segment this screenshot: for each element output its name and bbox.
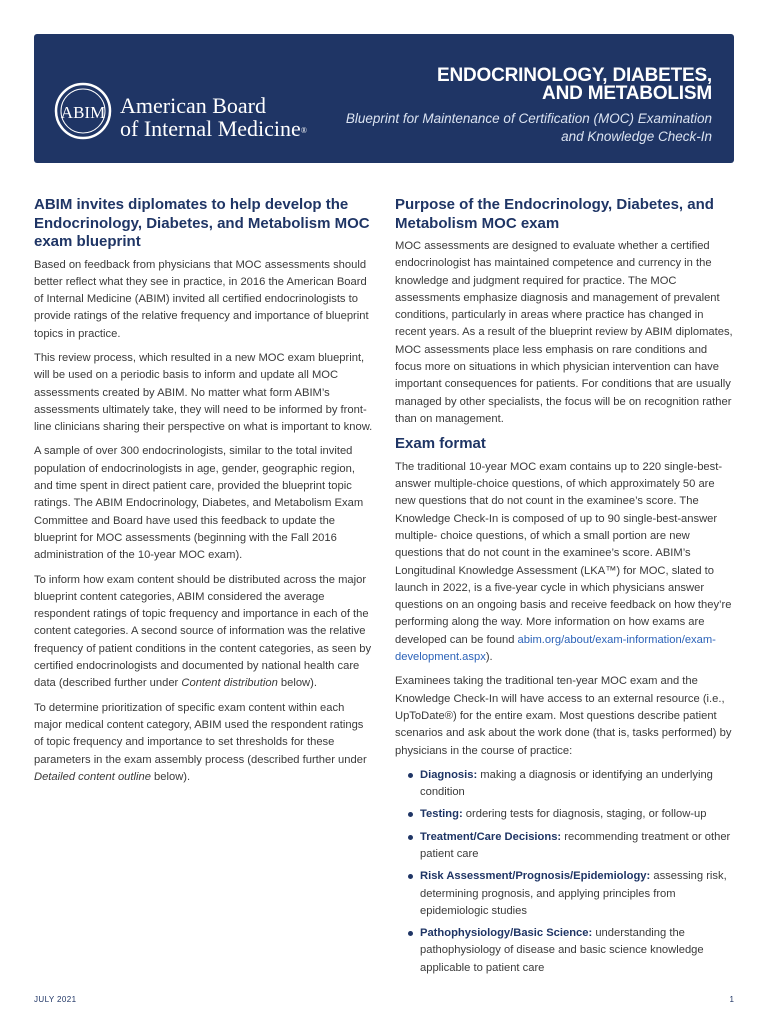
invite-paragraph-3: A sample of over 300 endocrinologists, similar to the total invited population of endocrinologists in age, gender, geographic region, and time spent in direct patient care, provided the blueprint topic ratings. The ABIM Endocrinology, Diabetes, and Metabolism Exam Committee and Board have used this feedback to update the blueprint for MOC assessments (beginning with the Fall 2016 administration of the 10-year MOC exam). [34,445,364,562]
document-title [292,67,712,103]
right-column [395,196,735,982]
purpose-paragraph: MOC assessments are designed to evaluate whether a certified endocrinologist has maintained competence and currency in the knowledge and judgment required for practice. The MOC assessments emphasize diagnosis and management of prevalent conditions, particularly in areas where practice has changed in recent years. As a result of the blueprint review by ABIM diplomates, MOC assessments place less emphasis on rare conditions and focus more on situations in which physician intervention can have important consequences for patients. For conditions that are usually managed by other specialists, the focus will be on recognition rather than on management. [395,240,733,425]
page-number: 1 [729,995,734,1004]
list-item: Testing: ordering tests for diagnosis, staging, or follow-up [420,806,735,823]
logo-line-2: of Internal Medicine® [120,116,307,141]
list-item: Pathophysiology/Basic Science: understanding the pathophysiology of disease and basic science knowledge applicable to patient care [420,925,735,977]
abim-seal-icon [54,82,112,140]
title-line-1: ENDOCRINOLOGY, DIABETES, [437,65,712,86]
subtitle-line-2: and Knowledge Check-In [561,129,712,144]
detailed-outline-ref: Detailed content outline [34,770,151,783]
footer-date: JULY 2021 [34,995,77,1004]
abim-logo[interactable] [54,80,314,150]
purpose-heading: Purpose of the Endocrinology, Diabetes, and Metabolism MOC exam [395,196,714,232]
logo-line-1: American Board [120,93,266,118]
logo-wordmark [120,94,307,140]
registered-mark: ® [300,126,307,135]
task-list [395,767,735,977]
exam-development-link[interactable]: abim.org/about/exam-information/exam-development.aspx [395,633,716,664]
invite-paragraph-1: Based on feedback from physicians that MOC assessments should better reflect what they see in practice, in 2016 the American Board of Internal Medicine (ABIM) invited all certified endocrinologists to provide ratings of the relative frequency and importance of blueprint topics in practice. [34,258,369,340]
list-item: Treatment/Care Decisions: recommending treatment or other patient care [420,829,735,864]
document-subtitle [292,110,712,146]
left-column [34,196,374,793]
list-item: Diagnosis: making a diagnosis or identifying an underlying condition [420,767,735,802]
seal-text: ABIM [60,103,106,122]
header-banner [34,34,734,163]
subtitle-line-1: Blueprint for Maintenance of Certification (MOC) Examination [345,111,712,126]
content-distribution-ref: Content distribution [181,677,278,690]
invite-heading: ABIM invites diplomates to help develop the Endocrinology, Diabetes, and Metabolism MOC exam blueprint [34,196,370,250]
exam-format-paragraph: The traditional 10-year MOC exam contains up to 220 single-best-answer multiple-choice questions, of which approximately 50 are new questions that do not count in the examinee’s score. The Knowledge Check-In is composed of up to 90 single-best-answer multiple- choice questions, of which a small portion are new questions that do not count in the examinee’s score. ABIM’s Longitudinal Knowledge Assessment (LKA™) for MOC, slated to launch in 2022, is a five-year cycle in which physicians answer questions on an ongoing basis and receive feedback on how they’re performing along the way. More information on how exams are developed can be found abim.org/about/exam-information/exam-development.aspx). [395,460,732,664]
invite-paragraph-5: To determine prioritization of specific exam content within each major medical content category, ABIM used the respondent ratings of topic frequency and importance to set thresholds for these parameters in the exam assembly process (described further under Detailed content outline below). [34,701,367,783]
exam-format-heading: Exam format [395,435,486,453]
list-item: Risk Assessment/Prognosis/Epidemiology: assessing risk, determining prognosis, and applying principles from epidemiologic studies [420,868,735,920]
invite-paragraph-2: This review process, which resulted in a new MOC exam blueprint, will be used on a periodic basis to inform and update all MOC assessments created by ABIM. No matter what form ABIM’s assessments ultimately take, they will need to be informed by front-line clinicians sharing their perspective on what is important to know. [34,351,373,434]
examinees-paragraph: Examinees taking the traditional ten-year MOC exam and the Knowledge Check-In will have access to an external resource (i.e., UpToDate®) for the entire exam. Most questions describe patient scenarios and ask about the work done (that is, tasks performed) by physicians in the course of practice: [395,675,732,757]
title-line-2: AND METABOLISM [542,83,712,104]
invite-paragraph-4: To inform how exam content should be distributed across the major blueprint content categories, ABIM considered the average respondent ratings of topic frequency and importance in each of the content categories. A second source of information was the relative frequency of patient conditions in the content categories, as seen by certified endocrinologists and documented by national health care data (described further under Content distribution below). [34,573,372,690]
